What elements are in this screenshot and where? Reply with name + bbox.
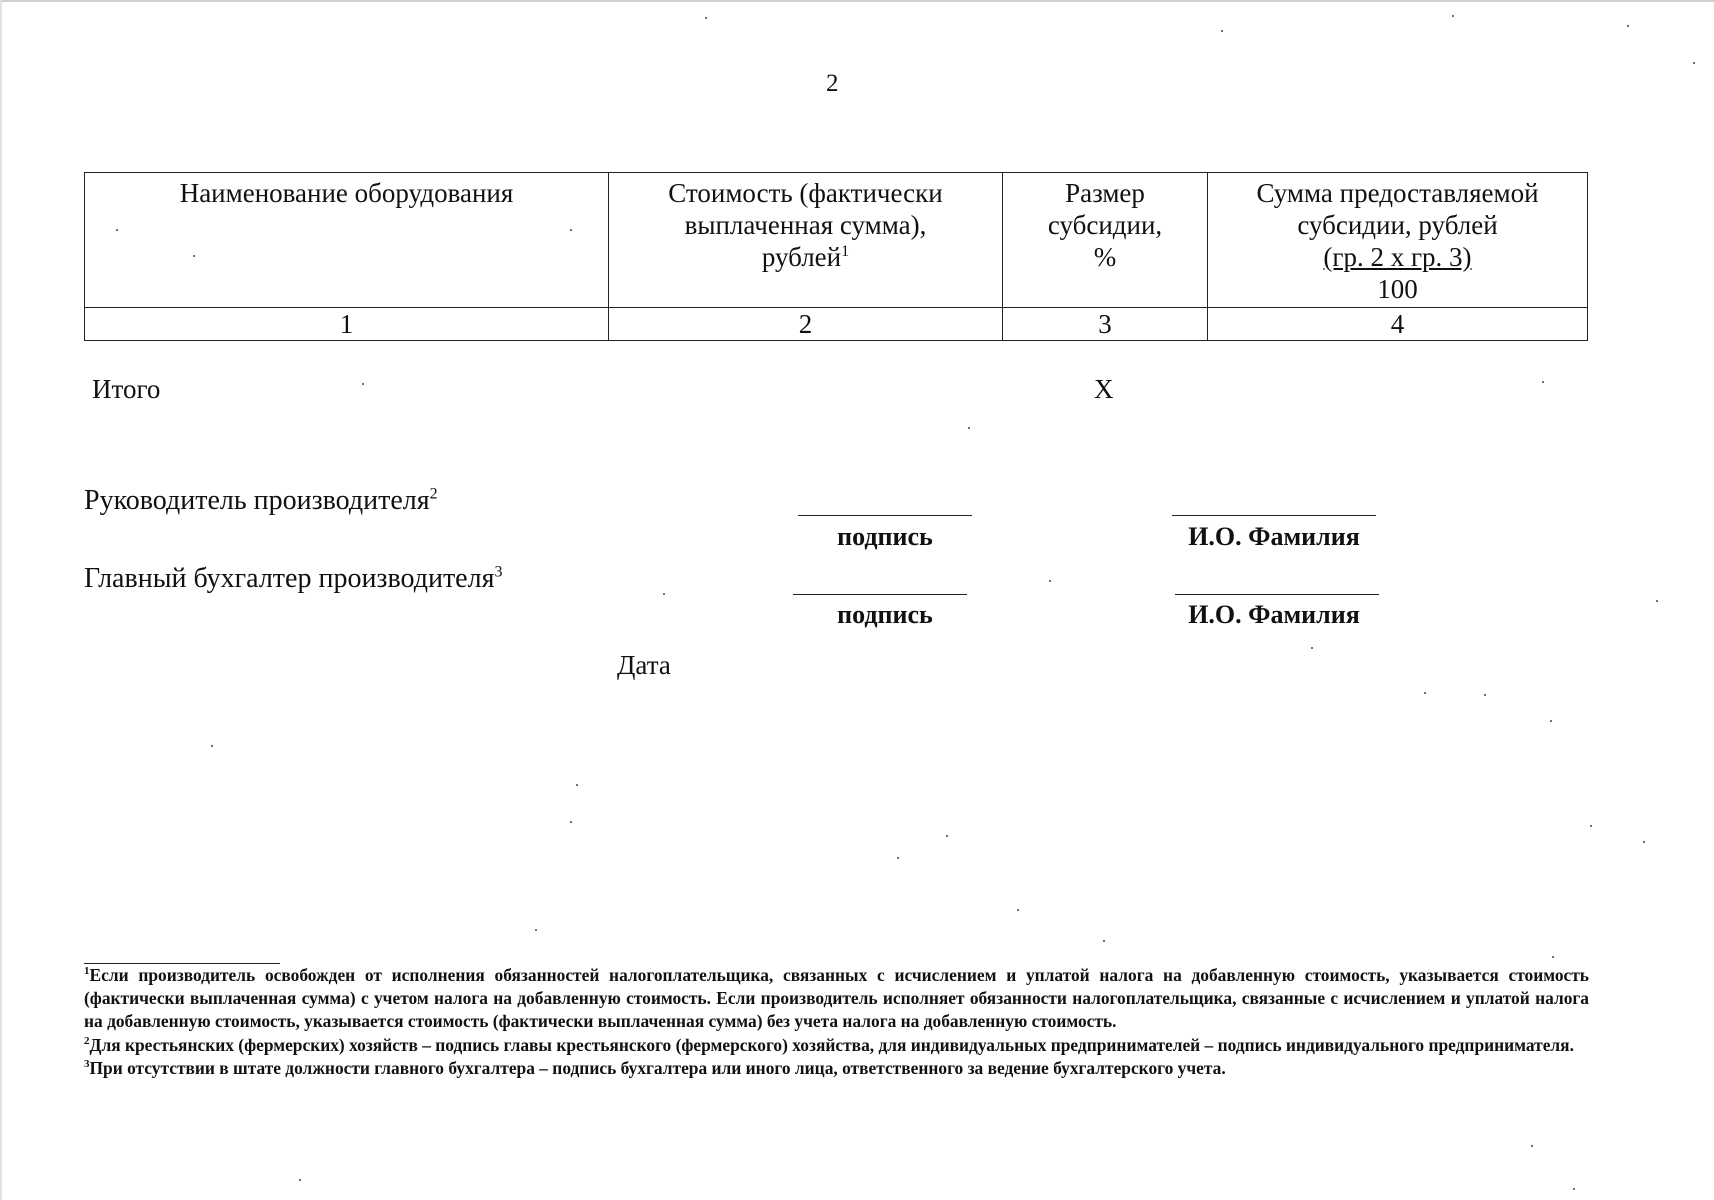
- table-header-row: [85, 173, 1588, 308]
- scan-speck: [299, 1179, 301, 1181]
- header-amount-formula-wrap: [1216, 241, 1579, 273]
- scan-speck: [1311, 647, 1313, 649]
- scan-speck: [1627, 25, 1629, 27]
- scan-left-edge: [0, 0, 2, 1200]
- header-subsidy-rate: [1003, 173, 1208, 308]
- total-mark: Х: [1094, 374, 1114, 404]
- column-number: 2: [609, 308, 1003, 341]
- header-amount-line2: субсидии, рублей: [1297, 210, 1498, 240]
- accountant-role-label: [84, 563, 502, 595]
- total-label: Итого: [92, 374, 161, 404]
- scan-speck: [1531, 1145, 1533, 1147]
- scan-speck: [535, 929, 537, 931]
- header-amount-line1: Сумма предоставляемой: [1256, 178, 1539, 208]
- scan-speck: [1573, 1188, 1575, 1190]
- footnote-1-text: Если производитель освобожден от исполнения обязанностей налогоплательщика, связанных с исчислением и уплатой налога на добавленную стоимость, указывается стоимость (фактически выплаченная сумма) с учетом налога на добавленную стоимость. Если производитель исполняет обязанности налогоплательщика, связанные с исчислением и уплатой налога на добавленную стоимость, указывается стоимость (фактически выплаченная сумма) без учета налога на добавленную стоимость.: [84, 965, 1589, 1032]
- scan-speck: [705, 17, 707, 19]
- page-number: 2: [826, 70, 839, 97]
- footnote-1: [84, 964, 1589, 1034]
- header-cost-line3: рублей: [761, 242, 842, 272]
- accountant-signature-line: [793, 594, 967, 595]
- manager-role-label: [84, 485, 438, 517]
- footnote-ref-3: 3: [494, 563, 503, 581]
- header-subsidy-amount: [1208, 173, 1588, 308]
- scan-speck: [1643, 841, 1645, 843]
- scan-speck: [362, 383, 364, 385]
- accountant-role-text: Главный бухгалтер производителя: [84, 563, 495, 594]
- scan-speck: [116, 229, 118, 231]
- scan-speck: [1049, 580, 1051, 582]
- scan-speck: [570, 229, 572, 231]
- column-number: 4: [1208, 308, 1588, 341]
- footnote-3-text: При отсутствии в штате должности главного бухгалтера – подпись бухгалтера или иного лица, ответственного за ведение бухгалтерского учета.: [89, 1057, 1226, 1078]
- scan-speck: [570, 821, 572, 823]
- date-label: Дата: [617, 650, 671, 680]
- manager-role-text: Руководитель производителя: [84, 485, 430, 516]
- footnote-2-mark: 2: [84, 1034, 90, 1047]
- scan-speck: [1693, 62, 1695, 64]
- scan-speck: [897, 857, 899, 859]
- header-amount-formula-numerator: (гр. 2 х гр. 3): [1323, 242, 1472, 272]
- scan-speck: [1656, 600, 1658, 602]
- scan-speck: [1550, 720, 1552, 722]
- scan-speck: [1424, 692, 1426, 694]
- header-cost-line2: выплаченная сумма),: [684, 210, 927, 240]
- scan-speck: [1484, 694, 1486, 696]
- column-number: 3: [1003, 308, 1208, 341]
- table-numbering-row: [85, 308, 1588, 341]
- footnote-2: [84, 1034, 1589, 1057]
- scan-speck: [663, 593, 665, 595]
- header-cost-line3-wrap: [617, 241, 994, 273]
- header-rate-line2: субсидии,: [1047, 210, 1163, 240]
- accountant-signature-caption: подпись: [837, 600, 933, 629]
- scan-speck: [193, 255, 195, 257]
- footnote-3: [84, 1057, 1589, 1080]
- manager-signature-line: [798, 515, 972, 516]
- header-equipment-name: [85, 173, 609, 308]
- scan-speck: [1221, 30, 1223, 32]
- manager-signature-caption: подпись: [837, 522, 933, 551]
- header-rate-line3: %: [1093, 242, 1117, 272]
- manager-name-caption: И.О. Фамилия: [1188, 522, 1360, 551]
- footnote-1-mark: 1: [84, 965, 90, 978]
- header-rate-line1: Размер: [1065, 178, 1145, 208]
- footnote-2-text: Для крестьянских (фермерских) хозяйств – подпись главы крестьянского (фермерского) хозяйства, для индивидуальных предпринимателей – подпись индивидуального предпринимателя.: [89, 1034, 1574, 1055]
- header-amount-formula-denominator: 100: [1377, 274, 1418, 304]
- equipment-table: [84, 172, 1588, 341]
- scan-speck: [1103, 940, 1105, 942]
- footnote-ref-2: 2: [429, 485, 438, 503]
- header-cost-line1: Стоимость (фактически: [668, 178, 943, 208]
- scan-top-edge: [0, 0, 1714, 2]
- scan-speck: [576, 784, 578, 786]
- header-cost: [609, 173, 1003, 308]
- scan-speck: [1552, 956, 1554, 958]
- manager-name-line: [1172, 515, 1376, 516]
- scan-speck: [1542, 381, 1544, 383]
- footnote-3-mark: 3: [84, 1058, 90, 1071]
- scan-speck: [1017, 909, 1019, 911]
- scan-speck: [968, 427, 970, 429]
- scan-speck: [1452, 15, 1454, 17]
- scan-speck: [211, 745, 213, 747]
- footnotes: [84, 964, 1589, 1080]
- accountant-name-line: [1175, 594, 1379, 595]
- scan-speck: [946, 835, 948, 837]
- footnote-ref-1: 1: [841, 243, 850, 260]
- scan-speck: [1590, 825, 1592, 827]
- column-number: 1: [85, 308, 609, 341]
- header-equipment-name-text: Наименование оборудования: [179, 178, 514, 208]
- accountant-name-caption: И.О. Фамилия: [1188, 600, 1360, 629]
